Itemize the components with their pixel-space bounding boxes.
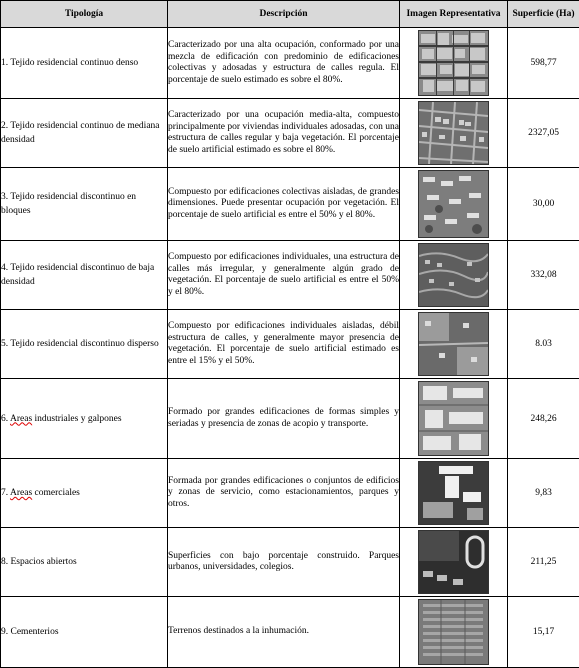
table-row <box>1 310 579 379</box>
table-row <box>1 28 579 99</box>
row-tipologia: 4. Tejido residencial discontinuo de baja densidad <box>1 241 168 310</box>
low-density-aerial-photo <box>418 243 489 307</box>
table-row <box>1 241 579 310</box>
row-superficie: 8.03 <box>508 310 579 379</box>
open-space-aerial-photo <box>418 530 489 594</box>
table-row <box>1 528 579 597</box>
row-superficie: 332,08 <box>508 241 579 310</box>
dispersed-aerial-photo <box>418 312 489 376</box>
row-tipologia: 9. Cementerios <box>1 597 168 668</box>
row-descripcion: Compuesto por edificaciones individuales, una estructura de calles más irregular, y generalmente algún grado de vegetación. El porcentaje de suelo artificial es entre el 50% y el 80%. <box>168 241 400 310</box>
row-superficie: 211,25 <box>508 528 579 597</box>
spellcheck-word: Areas <box>10 488 32 498</box>
row-superficie: 598,77 <box>508 28 579 99</box>
row-label: industriales y galpones <box>32 414 121 424</box>
row-descripcion: Compuesto por edificaciones colectivas aisladas, de grandes dimensiones. Puede presentar ocupación por vegetación. El porcentaje de suelo artificial es entre el 50% y el 80%. <box>168 168 400 241</box>
row-tipologia: 3. Tejido residencial discontinuo en bloques <box>1 168 168 241</box>
row-tipologia <box>1 459 168 528</box>
row-tipologia: 1. Tejido residencial continuo denso <box>1 28 168 99</box>
row-number: 7. <box>1 488 10 498</box>
row-tipologia: 2. Tejido residencial continuo de mediana densidad <box>1 99 168 168</box>
row-descripcion: Caracterizado por una ocupación media-alta, compuesto principalmente por viviendas individuales adosadas, con una estructura de calles regular y baja vegetación. El porcentaje de suelo artificial estimado es sobre el 80%. <box>168 99 400 168</box>
row-descripcion: Compuesto por edificaciones individuales aisladas, débil estructura de calles, y generalmente mayor presencia de vegetación. El porcentaje de suelo artificial estimado es entre el 15% y el 50%. <box>168 310 400 379</box>
commercial-aerial-photo <box>418 461 489 525</box>
medium-density-aerial-photo <box>418 101 489 165</box>
row-tipologia: 8. Espacios abiertos <box>1 528 168 597</box>
dense-urban-aerial-photo <box>418 30 489 96</box>
cemetery-aerial-photo <box>418 599 489 665</box>
row-superficie: 9,83 <box>508 459 579 528</box>
header-superficie: Superficie (Ha) <box>508 1 579 28</box>
row-descripcion: Caracterizado por una alta ocupación, conformado por una mezcla de edificación con predominio de edificaciones colectivas y adosadas y estructura de calles regula. El porcentaje de suelo estimado es sobre el 80%. <box>168 28 400 99</box>
row-descripcion: Terrenos destinados a la inhumación. <box>168 597 400 668</box>
row-descripcion: Superficies con bajo porcentaje construido. Parques urbanos, universidades, colegios. <box>168 528 400 597</box>
table-row <box>1 168 579 241</box>
row-superficie: 248,26 <box>508 379 579 459</box>
row-number: 6. <box>1 414 10 424</box>
spellcheck-word: Areas <box>10 414 32 424</box>
table-row <box>1 597 579 668</box>
row-superficie: 2327,05 <box>508 99 579 168</box>
row-tipologia <box>1 379 168 459</box>
header-descripcion: Descripción <box>168 1 400 28</box>
table-row <box>1 99 579 168</box>
industrial-aerial-photo <box>418 381 489 456</box>
header-imagen: Imagen Representativa <box>400 1 508 28</box>
row-descripcion: Formada por grandes edificaciones o conjuntos de edificios y zonas de servicio, como estacionamientos, parques y otros. <box>168 459 400 528</box>
table-row <box>1 379 579 459</box>
row-superficie: 15,17 <box>508 597 579 668</box>
row-descripcion: Formado por grandes edificaciones de formas simples y seriadas y presencia de zonas de acopio y transporte. <box>168 379 400 459</box>
header-tipologia: Tipología <box>1 1 168 28</box>
row-superficie: 30,00 <box>508 168 579 241</box>
block-buildings-aerial-photo <box>418 170 489 238</box>
table-row <box>1 459 579 528</box>
row-tipologia: 5. Tejido residencial discontinuo disperso <box>1 310 168 379</box>
header-row <box>1 1 579 28</box>
row-label: comerciales <box>32 488 80 498</box>
